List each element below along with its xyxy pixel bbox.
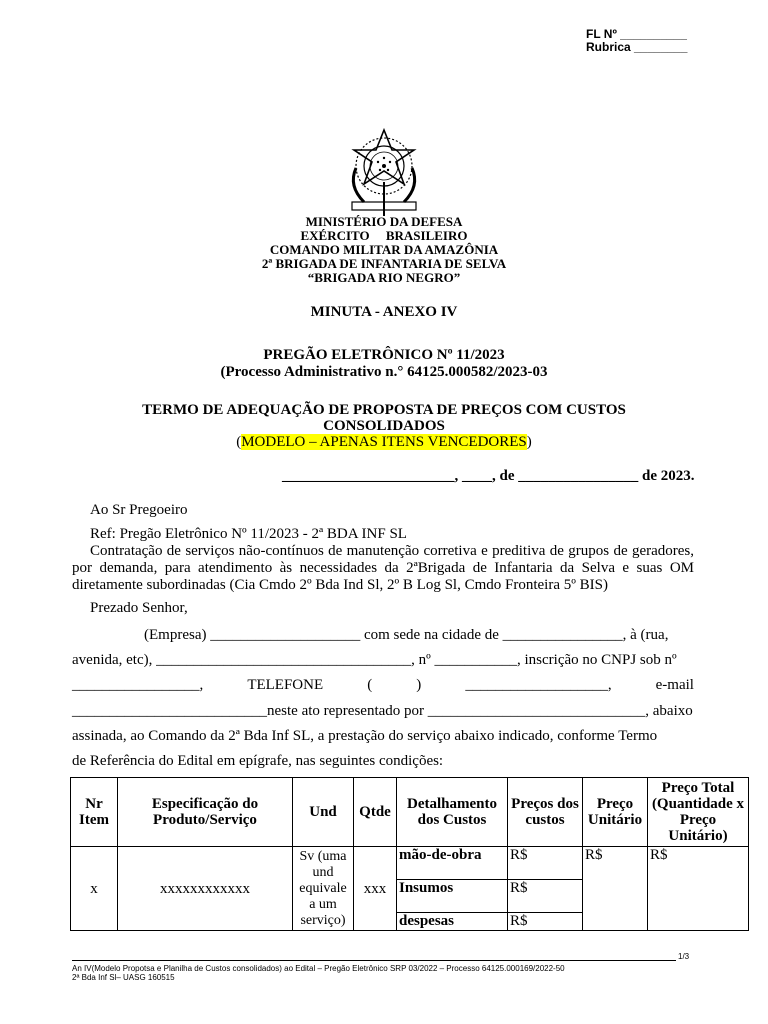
- minuta-title: MINUTA - ANEXO IV: [310, 304, 458, 320]
- brazil-coat-of-arms-icon: [334, 124, 434, 218]
- modelo-line: [84, 434, 684, 450]
- para-line-2: avenida, etc), __________________________________, nº ___________, inscrição no CNPJ sob nº: [72, 652, 677, 668]
- phone-close-paren: ): [416, 677, 422, 693]
- footer-rule: [72, 960, 676, 961]
- crest-wreath-right: [404, 168, 415, 202]
- brigade: 2ª BRIGADA DE INFANTARIA DE SELVA: [261, 256, 507, 271]
- folio-box: [586, 28, 687, 54]
- table-header-row: [71, 778, 749, 847]
- cell-insumos: Insumos: [397, 880, 508, 913]
- table-row: [71, 847, 749, 880]
- col-total: Preço Total (Quantidade x Preço Unitário): [648, 778, 749, 847]
- col-und: Und: [293, 778, 354, 847]
- cell-espec: xxxxxxxxxxxx: [118, 847, 293, 931]
- pregao-title: PREGÃO ELETRÔNICO Nº 11/2023: [263, 347, 505, 363]
- footer-line-1: An IV(Modelo Propotsa e Planilha de Custos consolidados) ao Edital – Pregão Eletrônico SRP 03/2022 – Processo 64125.000169/2022-50: [72, 964, 565, 973]
- col-qtde: Qtde: [354, 778, 397, 847]
- para-line-6: de Referência do Edital em epígrafe, nas seguintes condições:: [72, 753, 444, 769]
- phone-open-paren: (: [367, 677, 373, 693]
- price-table: [70, 777, 749, 931]
- para-line-1: (Empresa) ____________________ com sede na cidade de ________________, à (rua,: [144, 627, 669, 643]
- cell-despesas: despesas: [397, 913, 508, 931]
- phone-blank: ___________________,: [465, 677, 612, 693]
- prezado: Prezado Senhor,: [90, 600, 188, 616]
- processo: (Processo Administrativo n.° 64125.000582/2023-03: [220, 364, 548, 380]
- col-precos: Preços dos custos: [508, 778, 583, 847]
- reference: Ref: Pregão Eletrônico Nº 11/2023 - 2ª BDA INF SL: [90, 526, 407, 542]
- object-paragraph: Contratação de serviços não-contínuos de manutenção corretiva e preditiva de grupos de geradores, por demanda, para atendimento às necessidades da 2ªBrigada de Infantaria da Selva e suas OM diretamente subordinadas (Cia Cmdo 2º Bda Ind Sl, 2º B Log Sl, Cmdo Fronteira 5º BIS): [72, 543, 694, 593]
- crest-wreath-left: [353, 168, 364, 202]
- termo-title: [84, 402, 684, 450]
- telefone-label: TELEFONE: [247, 677, 324, 693]
- col-espec: Especificação do Produto/Serviço: [118, 778, 293, 847]
- brigade-nickname: “BRIGADA RIO NEGRO”: [307, 270, 461, 285]
- para-line-4: __________________________neste ato representado por _____________________________, abaixo: [72, 703, 693, 719]
- cell-und: Sv (uma und equivale a um serviço): [293, 847, 354, 931]
- footer: [72, 964, 565, 982]
- cell-total-price: R$: [648, 847, 749, 931]
- ministry: MINISTÉRIO DA DEFESA: [305, 214, 463, 229]
- cell-nr: x: [71, 847, 118, 931]
- col-detal: Detalhamento dos Custos: [397, 778, 508, 847]
- fl-number: FL Nº __________: [586, 27, 687, 41]
- salutation: Ao Sr Pregoeiro: [90, 502, 188, 518]
- army: EXÉRCITO BRASILEIRO: [300, 228, 468, 243]
- cell-price-3: R$: [508, 913, 583, 931]
- date-line: _______________________, ____, de ________________ de 2023.: [282, 468, 695, 484]
- modelo-open-paren: (: [236, 434, 242, 450]
- rubrica: Rubrica ________: [586, 40, 688, 54]
- page-number: 1/3: [678, 952, 690, 961]
- email-label: e-mail: [655, 677, 694, 693]
- cell-price-1: R$: [508, 847, 583, 880]
- termo-line-1: TERMO DE ADEQUAÇÃO DE PROPOSTA DE PREÇOS COM CUSTOS: [142, 402, 626, 418]
- footer-line-2: 2ª Bda Inf Sl– UASG 160515: [72, 973, 175, 982]
- cell-unit-price: R$: [583, 847, 648, 931]
- cnpj-blank: _________________,: [72, 677, 204, 693]
- modelo-highlight: MODELO – APENAS ITENS VENCEDORES: [241, 434, 527, 450]
- termo-line-2: CONSOLIDADOS: [323, 418, 445, 434]
- command: COMANDO MILITAR DA AMAZÔNIA: [269, 242, 499, 257]
- para-line-5: assinada, ao Comando da 2ª Bda Inf SL, a prestação do serviço abaixo indicado, conforme Termo: [72, 728, 658, 744]
- col-unit: Preço Unitário: [583, 778, 648, 847]
- para-line-3: [72, 677, 694, 694]
- letterhead: [184, 215, 584, 285]
- crest-dots: [377, 157, 391, 171]
- cell-qtde: xxx: [354, 847, 397, 931]
- cell-price-2: R$: [508, 880, 583, 913]
- cell-mao-de-obra: mão-de-obra: [397, 847, 508, 880]
- modelo-close-paren: ): [526, 434, 532, 450]
- col-nr: Nr Item: [71, 778, 118, 847]
